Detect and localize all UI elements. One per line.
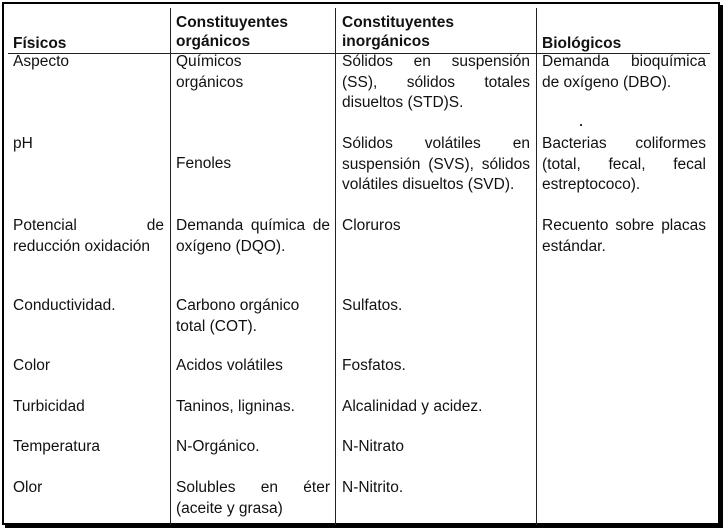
inorganico-item: Fosfatos. bbox=[342, 357, 406, 374]
organico-item: N-Orgánico. bbox=[176, 438, 260, 455]
column-divider bbox=[335, 8, 336, 525]
fisico-item: Potencial de reducción oxidación bbox=[13, 217, 164, 255]
column-divider bbox=[536, 8, 537, 525]
biologico-item: Demanda bioquímica de oxígeno (DBO). bbox=[542, 53, 706, 91]
inorganico-item: N-Nitrito. bbox=[342, 479, 404, 496]
column-divider bbox=[170, 8, 171, 525]
fisico-item: pH bbox=[13, 135, 33, 152]
fisico-item: Conductividad. bbox=[13, 297, 116, 314]
inorganico-item: Alcalinidad y acidez. bbox=[342, 398, 483, 415]
organico-item: Fenoles bbox=[176, 155, 232, 172]
speck-dot bbox=[580, 124, 582, 126]
header-inorganicos: Constituyentes inorgánicos bbox=[342, 14, 454, 50]
inorganico-item: Cloruros bbox=[342, 217, 401, 234]
organico-item: Demanda química de oxígeno (DQO). bbox=[176, 217, 330, 255]
biologico-item: Bacterias coliformes (total, fecal, fecal estreptococo). bbox=[542, 135, 706, 193]
inorganico-item: Sólidos volátiles en suspensión (SVS), sólidos volátiles disueltos (SVD). bbox=[342, 135, 530, 193]
inorganico-item: N-Nitrato bbox=[342, 438, 405, 455]
organico-item: Solubles en éter (aceite y grasa) bbox=[176, 479, 330, 517]
header-biologicos: Biológicos bbox=[542, 35, 622, 52]
fisico-item: Olor bbox=[13, 479, 43, 496]
fisico-item: Turbicidad bbox=[13, 398, 85, 415]
organico-item: Químicos orgánicos bbox=[176, 53, 244, 91]
organico-item: Taninos, ligninas. bbox=[176, 398, 295, 415]
inorganico-item: Sulfatos. bbox=[342, 297, 403, 314]
fisico-item: Color bbox=[13, 357, 51, 374]
biologico-item: Recuento sobre placas estándar. bbox=[542, 217, 706, 255]
organico-item: Acidos volátiles bbox=[176, 357, 283, 374]
fisico-item: Temperatura bbox=[13, 438, 101, 455]
header-fisicos: Físicos bbox=[13, 35, 67, 52]
header-organicos: Constituyentes orgánicos bbox=[176, 14, 288, 50]
organico-item: Carbono orgánico total (COT). bbox=[176, 297, 300, 335]
inorganico-item: Sólidos en suspensión (SS), sólidos totales disueltos (STD)S. bbox=[342, 53, 530, 111]
fisico-item: Aspecto bbox=[13, 53, 70, 70]
